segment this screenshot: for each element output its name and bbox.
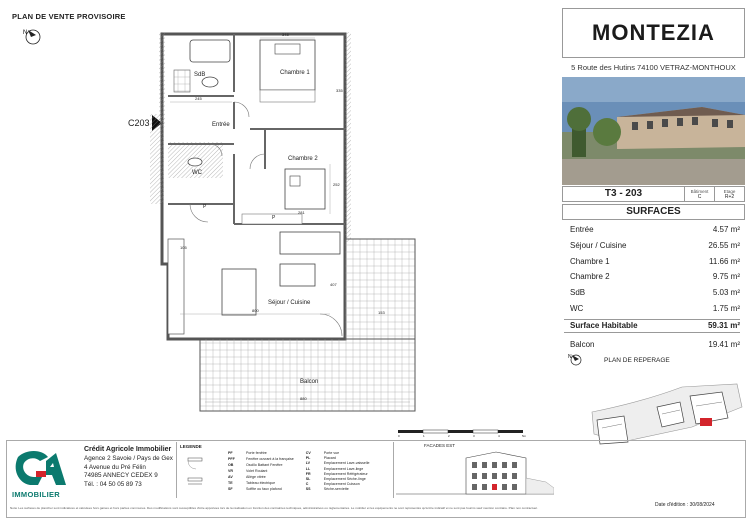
hatched-wall-east bbox=[345, 32, 351, 242]
legend-abbr: PFF bbox=[228, 456, 235, 461]
legend-label: Emplacement Sèche-linge bbox=[323, 477, 366, 482]
legend-window-symbols-icon bbox=[184, 452, 224, 492]
legend-columns bbox=[228, 451, 370, 492]
closet-symbol-2: P bbox=[272, 215, 276, 221]
legend-label: Emplacement Lave-vaisselle bbox=[323, 461, 370, 466]
room-label-wc: WC bbox=[192, 170, 202, 176]
legend-label: Emplacement Cuisson bbox=[323, 482, 360, 487]
legend-abbr: SL bbox=[305, 477, 311, 482]
surfaces-table bbox=[570, 222, 740, 353]
surface-row bbox=[570, 222, 740, 238]
dim-2: 245 bbox=[195, 96, 202, 101]
hatched-wall-west bbox=[159, 32, 165, 127]
legend-label: Porte fenêtre bbox=[246, 451, 267, 455]
north-arrow-icon bbox=[22, 26, 44, 48]
surface-row bbox=[570, 301, 740, 317]
company-info bbox=[84, 446, 173, 490]
surface-total-value: 59.31 m² bbox=[707, 320, 740, 330]
legend-label: Allège vitrée bbox=[246, 474, 266, 479]
shower-icon bbox=[174, 70, 190, 92]
batiment-cell bbox=[684, 187, 714, 201]
plan-type-label: PLAN DE VENTE PROVISOIRE bbox=[12, 12, 126, 21]
surface-label: Entrée bbox=[570, 225, 594, 234]
surface-value: 4.57 m² bbox=[712, 225, 740, 234]
reperage-header bbox=[568, 352, 670, 368]
legend-abbr: FR bbox=[305, 471, 311, 476]
hatched-wall-entry bbox=[150, 114, 164, 204]
legend-abbr: VR bbox=[228, 468, 233, 473]
etage-label: Etage bbox=[723, 188, 736, 194]
program-name: MONTEZIA bbox=[592, 20, 715, 45]
reperage-label: PLAN DE REPERAGE bbox=[604, 356, 670, 364]
legend-abbr: OB bbox=[228, 462, 234, 467]
company-city: 74985 ANNECY CEDEX 9 bbox=[84, 472, 158, 480]
dim-9: 880 bbox=[300, 396, 307, 401]
dim-6: 800 bbox=[252, 308, 259, 313]
etage-cell bbox=[714, 187, 744, 201]
legend-label: Emplacement Lave-linge bbox=[323, 466, 364, 471]
edit-date: Date d'édition : 30/08/2024 bbox=[655, 502, 715, 508]
legend-label: Oscillo Battant Fenêtre bbox=[246, 462, 283, 467]
dim-1: 348 bbox=[282, 32, 289, 37]
washbasin-icon bbox=[202, 77, 218, 87]
bathtub-icon bbox=[190, 40, 230, 62]
lot-header bbox=[562, 186, 745, 202]
legend-abbr: C bbox=[305, 482, 309, 487]
coffee-table-icon bbox=[280, 264, 315, 286]
legend-abbr: AV bbox=[228, 474, 233, 479]
scale-label: 4 bbox=[498, 434, 500, 438]
legend-label: Sèche-serviette bbox=[323, 487, 349, 492]
legend-abbr: LL bbox=[305, 466, 311, 471]
dim-10: 105 bbox=[180, 245, 187, 250]
facade-elevation-image bbox=[396, 448, 554, 498]
toilet-icon bbox=[188, 158, 202, 166]
company-name: Crédit Agricole Immobilier bbox=[84, 446, 172, 453]
legend-abbr: LV bbox=[305, 461, 311, 466]
company-phone: Tél. : 04 50 05 89 73 bbox=[84, 481, 142, 489]
balcony-floor bbox=[200, 339, 415, 411]
legend-abbr: PF bbox=[228, 451, 233, 455]
legend-abbr: SF bbox=[228, 486, 233, 491]
dim-3: 335 bbox=[336, 88, 343, 93]
surface-value: 11.66 m² bbox=[709, 256, 740, 266]
dim-7: 407 bbox=[330, 282, 337, 287]
surface-label: Chambre 2 bbox=[570, 272, 610, 282]
scale-label: 0 bbox=[398, 434, 400, 438]
brand-box bbox=[562, 8, 745, 58]
surface-row bbox=[570, 285, 740, 301]
legend-label: Soffite ou faux plafond bbox=[246, 486, 282, 491]
surfaces-title: SURFACES bbox=[562, 204, 745, 220]
surface-total-label: Surface Habitable bbox=[570, 320, 638, 330]
closet-symbol: P bbox=[203, 204, 207, 210]
surface-balcon-label: Balcon bbox=[570, 339, 595, 349]
legend-label: Volet Roulant bbox=[246, 468, 268, 473]
dim-8: 153 bbox=[378, 310, 385, 315]
legend-label: Emplacement Réfrigérateur bbox=[323, 471, 368, 476]
scale-label: 3 bbox=[473, 434, 475, 438]
scale-label: 2 bbox=[448, 434, 450, 438]
credit-agricole-logo bbox=[12, 447, 74, 493]
legend-label: Tableau électrique bbox=[246, 480, 276, 485]
surface-balcon-value: 19.41 m² bbox=[708, 339, 740, 349]
compass-icon bbox=[568, 352, 584, 368]
svg-text:N: N bbox=[23, 30, 28, 36]
legend-title: LEGENDE bbox=[180, 444, 202, 449]
surface-value: 26.55 m² bbox=[708, 240, 740, 250]
room-label-entree: Entrée bbox=[212, 122, 230, 128]
company-street: 4 Avenue du Pré Félin bbox=[84, 463, 146, 471]
dim-4: 252 bbox=[333, 182, 340, 187]
room-label-sejour: Séjour / Cuisine bbox=[268, 300, 311, 306]
legend-abbr: CV bbox=[305, 451, 311, 455]
batiment-label: Bâtiment bbox=[690, 188, 709, 194]
legend-label: Placard bbox=[323, 456, 336, 461]
surface-label: Séjour / Cuisine bbox=[570, 240, 627, 250]
lot-marker-label: C203 bbox=[128, 118, 150, 128]
room-label-balcon: Balcon bbox=[300, 379, 319, 385]
surface-value: 9.75 m² bbox=[712, 272, 740, 282]
building-render-image bbox=[562, 77, 745, 185]
program-address: 5 Route des Hutins 74100 VETRAZ-MONTHOUX bbox=[571, 63, 736, 72]
svg-text:N: N bbox=[568, 354, 572, 360]
surface-label: WC bbox=[570, 303, 584, 313]
bed-chambre2-icon bbox=[285, 169, 325, 209]
sofa-icon bbox=[280, 232, 340, 254]
legend-abbr: TE bbox=[228, 480, 233, 485]
surface-value: 5.03 m² bbox=[712, 288, 740, 298]
surface-row bbox=[570, 269, 740, 285]
scale-bar bbox=[398, 428, 548, 438]
surface-label: SdB bbox=[570, 288, 586, 298]
balcony-floor-east bbox=[345, 239, 415, 339]
dim-5: 281 bbox=[298, 210, 305, 215]
legend-abbr: SS bbox=[305, 487, 311, 492]
room-label-chambre1: Chambre 1 bbox=[280, 70, 310, 76]
surface-row bbox=[570, 254, 740, 270]
legend-label: Fenêtre ouvrant à la française bbox=[246, 456, 294, 461]
room-label-sdb: SdB bbox=[194, 72, 206, 78]
scale-label: 1 bbox=[423, 434, 425, 438]
legend-label: Porte vue bbox=[323, 451, 340, 455]
room-label-chambre2: Chambre 2 bbox=[288, 156, 318, 162]
facades-label: FACADES EST bbox=[424, 443, 456, 448]
surface-label: Chambre 1 bbox=[570, 256, 610, 266]
floor-plan bbox=[150, 14, 420, 424]
dining-table-icon bbox=[222, 269, 256, 315]
surface-value: 1.75 m² bbox=[712, 303, 740, 313]
legal-footnote: Nota: Les surfaces de plancher sont indicatives et calculées hors gaines et hors parties communes. Des modifications sont susceptibles d'être apportées lors de la réalisation en fonction des contraintes techniques, administratives ou réglementaires. Le mobilier et les équipements ne sont représentés qu'à titre indicatif et ne sont pas fournis sauf mention contraire. Plan non contractuel. bbox=[10, 506, 538, 510]
legend-column bbox=[306, 451, 370, 492]
legend-column bbox=[228, 451, 294, 492]
etage-value: R+2 bbox=[724, 193, 735, 200]
kitchen-counter-icon bbox=[168, 239, 184, 334]
surface-row bbox=[570, 238, 740, 254]
surface-balcon-row bbox=[570, 337, 740, 353]
company-agency: Agence 2 Savoie / Pays de Gex bbox=[84, 454, 173, 462]
scale-label: 5m bbox=[522, 434, 527, 438]
lot-reference: T3 - 203 bbox=[604, 188, 643, 199]
legend-abbr: PL bbox=[305, 456, 311, 461]
surface-total-row bbox=[564, 319, 740, 333]
logo-wordmark: IMMOBILIER bbox=[12, 490, 60, 499]
batiment-value: C bbox=[697, 193, 702, 200]
